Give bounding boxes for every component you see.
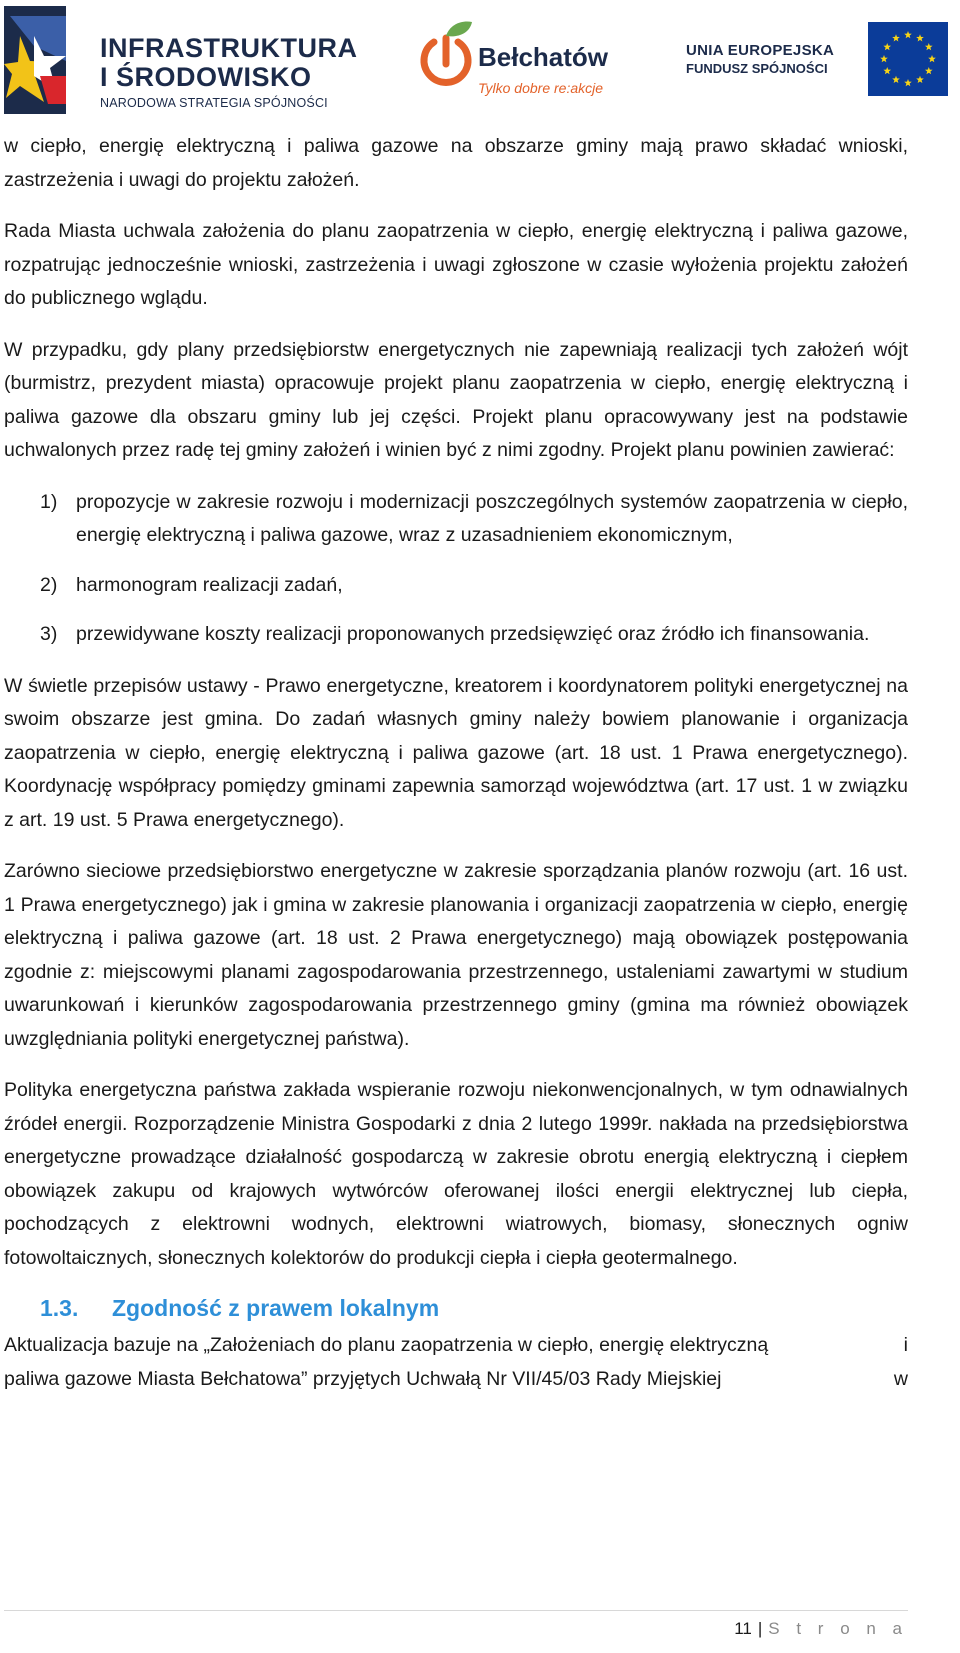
eu-line1: UNIA EUROPEJSKA bbox=[686, 42, 835, 59]
paragraph-1: w ciepło, energię elektryczną i paliwa gazowe na obszarze gminy mają prawo składać wnioski, zastrzeżenia i uwagi do projektu założeń. bbox=[4, 135, 908, 191]
list-item-text: harmonogram realizacji zadań, bbox=[76, 573, 343, 596]
paragraph-7 bbox=[4, 1329, 908, 1396]
list-item-number: 1) bbox=[40, 490, 58, 513]
list-item bbox=[4, 569, 908, 603]
belchatow-name: Bełchatów bbox=[478, 42, 609, 72]
document-body bbox=[4, 130, 908, 1396]
list-item-text: przewidywane koszty realizacji proponowanych przedsięwzięć oraz źródło ich finansowania. bbox=[76, 623, 870, 645]
paragraph-7-line-2-trail: w bbox=[893, 1367, 908, 1390]
plan-contents-list bbox=[4, 486, 908, 652]
section-heading-text: Zgodność z prawem lokalnym bbox=[112, 1295, 440, 1321]
eu-logo bbox=[686, 22, 956, 102]
list-item bbox=[4, 486, 908, 553]
footer-divider bbox=[4, 1610, 908, 1611]
paragraph-2: Rada Miasta uchwala założenia do planu zaopatrzenia w ciepło, energię elektryczną i paliwa gazowe, rozpatrując jednocześnie wnioski, zastrzeżenia i uwagi zgłoszone w czasie wyłożenia projektu założeń do publicznego wglądu. bbox=[4, 220, 908, 309]
paragraph-3: W przypadku, gdy plany przedsiębiorstw energetycznych nie zapewniają realizacji tych założeń wójt (burmistrz, prezydent miasta) opracowuje projekt planu zaopatrzenia w ciepło, energię elektryczną i paliwa gazowe dla obszaru gminy lub jej części. Projekt planu opracowywany jest na podstawie uchwalonych przez radę tej gminy założeń i winien być z nimi zgodny. Projekt planu powinien zawierać: bbox=[4, 338, 908, 461]
belchatow-power-icon bbox=[416, 20, 476, 90]
paragraph-7-line-1-text: Aktualizacja bazuje na „Założeniach do planu zaopatrzenia w ciepło, energię elektryczną bbox=[4, 1334, 769, 1356]
footer-separator: | bbox=[757, 1619, 763, 1638]
paragraph-7-line-2-text: paliwa gazowe Miasta Bełchatowa” przyjętych Uchwałą Nr VII/45/03 Rady Miejskiej bbox=[4, 1367, 722, 1390]
belchatow-slogan: Tylko dobre re:akcje bbox=[478, 80, 604, 96]
infrastruktura-line2: I ŚRODOWISKO bbox=[100, 62, 312, 92]
belchatow-logo bbox=[416, 20, 626, 100]
eu-text bbox=[686, 42, 834, 76]
page-number: 11 bbox=[734, 1619, 752, 1638]
eu-line2: FUNDUSZ SPÓJNOŚCI bbox=[686, 61, 828, 76]
eu-flag-icon bbox=[868, 22, 948, 96]
paragraph-6: Polityka energetyczna państwa zakłada wspieranie rozwoju niekonwencjonalnych, w tym odnawialnych źródeł energii. Rozporządzenie Ministra Gospodarki z dnia 2 lutego 1999r. nakłada na przedsiębiorstwa energetyczne prowadzące działalność gospodarczą w zakresie obrotu energią elektryczną i ciepłem obowiązek zakupu od krajowych wytwórców oferowanej ilości energii elektrycznej lub ciepła, pochodzących z elektrowni wodnych, elektrowni wiatrowych, biomasy, słonecznych ogniw fotowoltaicznych, słonecznych kolektorów do produkcji ciepła i ciepła geotermalnego. bbox=[4, 1079, 908, 1269]
page-label: S t r o n a bbox=[768, 1619, 908, 1638]
infrastruktura-line3: NARODOWA STRATEGIA SPÓJNOŚCI bbox=[100, 96, 328, 110]
list-item-text: propozycje w zakresie rozwoju i modernizacji poszczególnych systemów zaopatrzenia w ciepło, energię elektryczną i paliwa gazowe, wraz z uzasadnieniem ekonomicznym, bbox=[76, 490, 908, 546]
page-header bbox=[0, 0, 960, 120]
paragraph-4: W świetle przepisów ustawy - Prawo energetyczne, kreatorem i koordynatorem polityki energetycznej na swoim obszarze jest gmina. Do zadań własnych gminy należy bowiem planowanie i organizacja zaopatrzenia w ciepło, energię elektryczną i paliwa gazowe (art. 18 ust. 1 Prawa energetycznego). Koordynację współpracy pomiędzy gminami zapewnia samorząd województwa (art. 17 ust. 1 w związku z art. 19 ust. 5 Prawa energetycznego). bbox=[4, 674, 908, 831]
paragraph-7-line-1 bbox=[4, 1329, 908, 1363]
list-item-number: 3) bbox=[40, 623, 58, 645]
section-heading bbox=[40, 1293, 908, 1323]
infrastruktura-star-icon bbox=[4, 6, 74, 114]
paragraph-7-line-1-trail: i bbox=[903, 1334, 908, 1356]
page-footer bbox=[734, 1619, 908, 1639]
infrastruktura-logo bbox=[4, 6, 358, 114]
paragraph-5: Zarówno sieciowe przedsiębiorstwo energetyczne w zakresie sporządzania planów rozwoju (art. 16 ust. 1 Prawa energetycznego) jak i gmina w zakresie planowania i organizacji zaopatrzenia w ciepło, energię elektryczną i paliwa gazowe (art. 18 ust. 2 Prawa energetycznego) mają obowiązek postępowania zgodnie z: miejscowymi planami zagospodarowania przestrzennego, ustaleniami zawartymi w studium uwarunkowań i kierunków zagospodarowania przestrzennego gminy (gmina ma również obowiązek uwzględniania polityki energetycznej państwa). bbox=[4, 860, 908, 1050]
list-item bbox=[4, 618, 908, 652]
list-item-number: 2) bbox=[40, 573, 58, 596]
paragraph-7-line-2 bbox=[4, 1363, 908, 1397]
infrastruktura-text bbox=[100, 34, 357, 110]
infrastruktura-line1: INFRASTRUKTURA bbox=[100, 33, 358, 63]
section-heading-number: 1.3. bbox=[40, 1295, 79, 1321]
